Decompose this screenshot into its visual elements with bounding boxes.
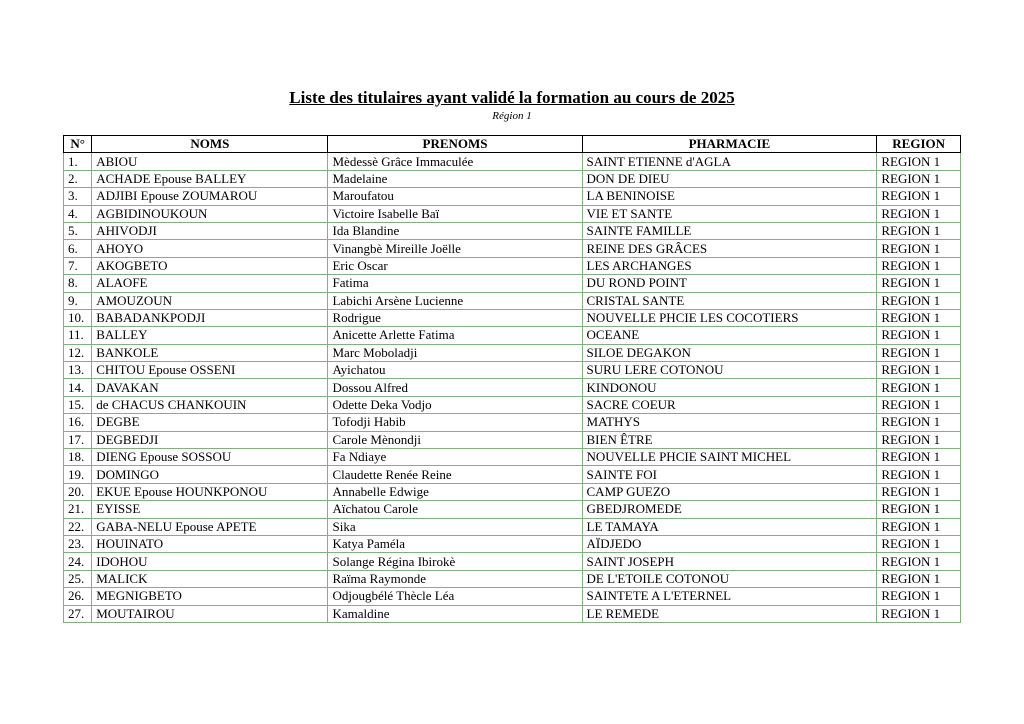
row-pharmacie-cell: SAINTETE A L'ETERNEL: [582, 588, 877, 605]
row-number-cell: 15.: [64, 396, 92, 413]
titulaires-table: [63, 135, 961, 623]
row-number-cell: 27.: [64, 605, 92, 622]
row-nom-cell: AHOYO: [92, 240, 328, 257]
row-nom-cell: GABA-NELU Epouse APETE: [92, 518, 328, 535]
table-row: [64, 535, 961, 552]
row-number-cell: 5.: [64, 222, 92, 239]
row-number-cell: 10.: [64, 309, 92, 326]
row-prenom-cell: Annabelle Edwige: [328, 483, 582, 500]
row-prenom-cell: Claudette Renée Reine: [328, 466, 582, 483]
row-region-cell: REGION 1: [877, 170, 961, 187]
column-header-prenoms: PRENOMS: [328, 136, 582, 153]
row-region-cell: REGION 1: [877, 222, 961, 239]
row-region-cell: REGION 1: [877, 588, 961, 605]
row-pharmacie-cell: SACRE COEUR: [582, 396, 877, 413]
row-nom-cell: ADJIBI Epouse ZOUMAROU: [92, 188, 328, 205]
row-number-cell: 8.: [64, 275, 92, 292]
row-pharmacie-cell: SAINTE FOI: [582, 466, 877, 483]
row-nom-cell: DEGBEDJI: [92, 431, 328, 448]
row-pharmacie-cell: CRISTAL SANTE: [582, 292, 877, 309]
row-nom-cell: DAVAKAN: [92, 379, 328, 396]
row-pharmacie-cell: SAINT ETIENNE d'AGLA: [582, 153, 877, 170]
table-row: [64, 553, 961, 570]
row-nom-cell: de CHACUS CHANKOUIN: [92, 396, 328, 413]
row-pharmacie-cell: CAMP GUEZO: [582, 483, 877, 500]
row-prenom-cell: Kamaldine: [328, 605, 582, 622]
table-row: [64, 414, 961, 431]
row-number-cell: 24.: [64, 553, 92, 570]
row-region-cell: REGION 1: [877, 553, 961, 570]
row-nom-cell: AHIVODJI: [92, 222, 328, 239]
column-header-noms: NOMS: [92, 136, 328, 153]
row-region-cell: REGION 1: [877, 275, 961, 292]
row-number-cell: 6.: [64, 240, 92, 257]
row-number-cell: 17.: [64, 431, 92, 448]
table-row: [64, 501, 961, 518]
row-pharmacie-cell: LE REMEDE: [582, 605, 877, 622]
row-region-cell: REGION 1: [877, 466, 961, 483]
table-row: [64, 379, 961, 396]
row-pharmacie-cell: LE TAMAYA: [582, 518, 877, 535]
row-prenom-cell: Carole Mènondji: [328, 431, 582, 448]
row-region-cell: REGION 1: [877, 344, 961, 361]
row-nom-cell: AKOGBETO: [92, 257, 328, 274]
row-nom-cell: AGBIDINOUKOUN: [92, 205, 328, 222]
table-row: [64, 466, 961, 483]
row-nom-cell: EYISSE: [92, 501, 328, 518]
row-nom-cell: MOUTAIROU: [92, 605, 328, 622]
row-pharmacie-cell: SAINTE FAMILLE: [582, 222, 877, 239]
row-prenom-cell: Madelaine: [328, 170, 582, 187]
row-region-cell: REGION 1: [877, 396, 961, 413]
row-pharmacie-cell: LA BENINOISE: [582, 188, 877, 205]
table-header-row: [64, 136, 961, 153]
row-region-cell: REGION 1: [877, 362, 961, 379]
row-nom-cell: MALICK: [92, 570, 328, 587]
row-number-cell: 26.: [64, 588, 92, 605]
row-region-cell: REGION 1: [877, 240, 961, 257]
row-region-cell: REGION 1: [877, 570, 961, 587]
table-row: [64, 605, 961, 622]
row-prenom-cell: Odette Deka Vodjo: [328, 396, 582, 413]
row-nom-cell: MEGNIGBETO: [92, 588, 328, 605]
table-row: [64, 327, 961, 344]
row-pharmacie-cell: SAINT JOSEPH: [582, 553, 877, 570]
document-title: Liste des titulaires ayant validé la formation au cours de 2025: [289, 88, 735, 107]
table-row: [64, 188, 961, 205]
row-number-cell: 22.: [64, 518, 92, 535]
row-pharmacie-cell: KINDONOU: [582, 379, 877, 396]
row-nom-cell: IDOHOU: [92, 553, 328, 570]
document-subtitle: Région 1: [492, 110, 532, 122]
row-region-cell: REGION 1: [877, 379, 961, 396]
table-row: [64, 449, 961, 466]
column-header-region: REGION: [877, 136, 961, 153]
row-nom-cell: EKUE Epouse HOUNKPONOU: [92, 483, 328, 500]
table-row: [64, 570, 961, 587]
row-nom-cell: DIENG Epouse SOSSOU: [92, 449, 328, 466]
row-prenom-cell: Mèdessè Grâce Immaculée: [328, 153, 582, 170]
row-prenom-cell: Sika: [328, 518, 582, 535]
row-region-cell: REGION 1: [877, 483, 961, 500]
row-pharmacie-cell: OCEANE: [582, 327, 877, 344]
row-number-cell: 25.: [64, 570, 92, 587]
row-region-cell: REGION 1: [877, 309, 961, 326]
row-prenom-cell: Tofodji Habib: [328, 414, 582, 431]
row-pharmacie-cell: SURU LERE COTONOU: [582, 362, 877, 379]
row-prenom-cell: Odjougbélé Thècle Léa: [328, 588, 582, 605]
row-prenom-cell: Labichi Arsène Lucienne: [328, 292, 582, 309]
row-number-cell: 4.: [64, 205, 92, 222]
table-row: [64, 240, 961, 257]
row-prenom-cell: Solange Régina Ibirokè: [328, 553, 582, 570]
row-number-cell: 12.: [64, 344, 92, 361]
row-region-cell: REGION 1: [877, 501, 961, 518]
row-number-cell: 20.: [64, 483, 92, 500]
row-region-cell: REGION 1: [877, 535, 961, 552]
row-pharmacie-cell: NOUVELLE PHCIE LES COCOTIERS: [582, 309, 877, 326]
row-number-cell: 18.: [64, 449, 92, 466]
row-region-cell: REGION 1: [877, 292, 961, 309]
row-prenom-cell: Eric Oscar: [328, 257, 582, 274]
row-region-cell: REGION 1: [877, 327, 961, 344]
row-nom-cell: BABADANKPODJI: [92, 309, 328, 326]
column-header-number: N°: [64, 136, 92, 153]
row-number-cell: 21.: [64, 501, 92, 518]
table-row: [64, 344, 961, 361]
row-number-cell: 16.: [64, 414, 92, 431]
table-row: [64, 292, 961, 309]
table-row: [64, 396, 961, 413]
row-pharmacie-cell: LES ARCHANGES: [582, 257, 877, 274]
row-region-cell: REGION 1: [877, 449, 961, 466]
row-nom-cell: DEGBE: [92, 414, 328, 431]
row-region-cell: REGION 1: [877, 188, 961, 205]
row-prenom-cell: Vinangbè Mireille Joëlle: [328, 240, 582, 257]
table-row: [64, 588, 961, 605]
row-pharmacie-cell: DE L'ETOILE COTONOU: [582, 570, 877, 587]
row-prenom-cell: Ayichatou: [328, 362, 582, 379]
row-nom-cell: HOUINATO: [92, 535, 328, 552]
row-nom-cell: DOMINGO: [92, 466, 328, 483]
row-pharmacie-cell: VIE ET SANTE: [582, 205, 877, 222]
table-row: [64, 205, 961, 222]
row-pharmacie-cell: SILOE DEGAKON: [582, 344, 877, 361]
table-row: [64, 483, 961, 500]
row-prenom-cell: Aïchatou Carole: [328, 501, 582, 518]
row-prenom-cell: Ida Blandine: [328, 222, 582, 239]
table-row: [64, 362, 961, 379]
table-row: [64, 222, 961, 239]
row-nom-cell: ALAOFE: [92, 275, 328, 292]
row-number-cell: 14.: [64, 379, 92, 396]
row-number-cell: 3.: [64, 188, 92, 205]
row-number-cell: 23.: [64, 535, 92, 552]
row-number-cell: 13.: [64, 362, 92, 379]
column-header-pharmacie: PHARMACIE: [582, 136, 877, 153]
row-pharmacie-cell: BIEN ÊTRE: [582, 431, 877, 448]
table-row: [64, 257, 961, 274]
row-region-cell: REGION 1: [877, 205, 961, 222]
table-body: [64, 153, 961, 623]
row-nom-cell: BANKOLE: [92, 344, 328, 361]
table-row: [64, 170, 961, 187]
table-row: [64, 431, 961, 448]
table-row: [64, 309, 961, 326]
row-region-cell: REGION 1: [877, 431, 961, 448]
row-region-cell: REGION 1: [877, 414, 961, 431]
row-prenom-cell: Rodrigue: [328, 309, 582, 326]
row-pharmacie-cell: REINE DES GRÂCES: [582, 240, 877, 257]
table-row: [64, 518, 961, 535]
row-pharmacie-cell: GBEDJROMEDE: [582, 501, 877, 518]
row-prenom-cell: Katya Paméla: [328, 535, 582, 552]
row-region-cell: REGION 1: [877, 518, 961, 535]
row-pharmacie-cell: NOUVELLE PHCIE SAINT MICHEL: [582, 449, 877, 466]
row-region-cell: REGION 1: [877, 257, 961, 274]
row-prenom-cell: Anicette Arlette Fatima: [328, 327, 582, 344]
row-nom-cell: ACHADE Epouse BALLEY: [92, 170, 328, 187]
row-prenom-cell: Fa Ndiaye: [328, 449, 582, 466]
row-nom-cell: AMOUZOUN: [92, 292, 328, 309]
table-row: [64, 153, 961, 170]
row-nom-cell: BALLEY: [92, 327, 328, 344]
row-number-cell: 9.: [64, 292, 92, 309]
row-number-cell: 2.: [64, 170, 92, 187]
row-prenom-cell: Dossou Alfred: [328, 379, 582, 396]
row-number-cell: 19.: [64, 466, 92, 483]
row-prenom-cell: Raïma Raymonde: [328, 570, 582, 587]
row-nom-cell: ABIOU: [92, 153, 328, 170]
table-row: [64, 275, 961, 292]
row-number-cell: 1.: [64, 153, 92, 170]
row-number-cell: 11.: [64, 327, 92, 344]
row-pharmacie-cell: DON DE DIEU: [582, 170, 877, 187]
row-nom-cell: CHITOU Epouse OSSENI: [92, 362, 328, 379]
row-pharmacie-cell: DU ROND POINT: [582, 275, 877, 292]
row-prenom-cell: Fatima: [328, 275, 582, 292]
row-region-cell: REGION 1: [877, 605, 961, 622]
row-pharmacie-cell: MATHYS: [582, 414, 877, 431]
row-prenom-cell: Maroufatou: [328, 188, 582, 205]
row-prenom-cell: Victoire Isabelle Baï: [328, 205, 582, 222]
row-region-cell: REGION 1: [877, 153, 961, 170]
row-number-cell: 7.: [64, 257, 92, 274]
row-pharmacie-cell: AÏDJEDO: [582, 535, 877, 552]
row-prenom-cell: Marc Moboladji: [328, 344, 582, 361]
